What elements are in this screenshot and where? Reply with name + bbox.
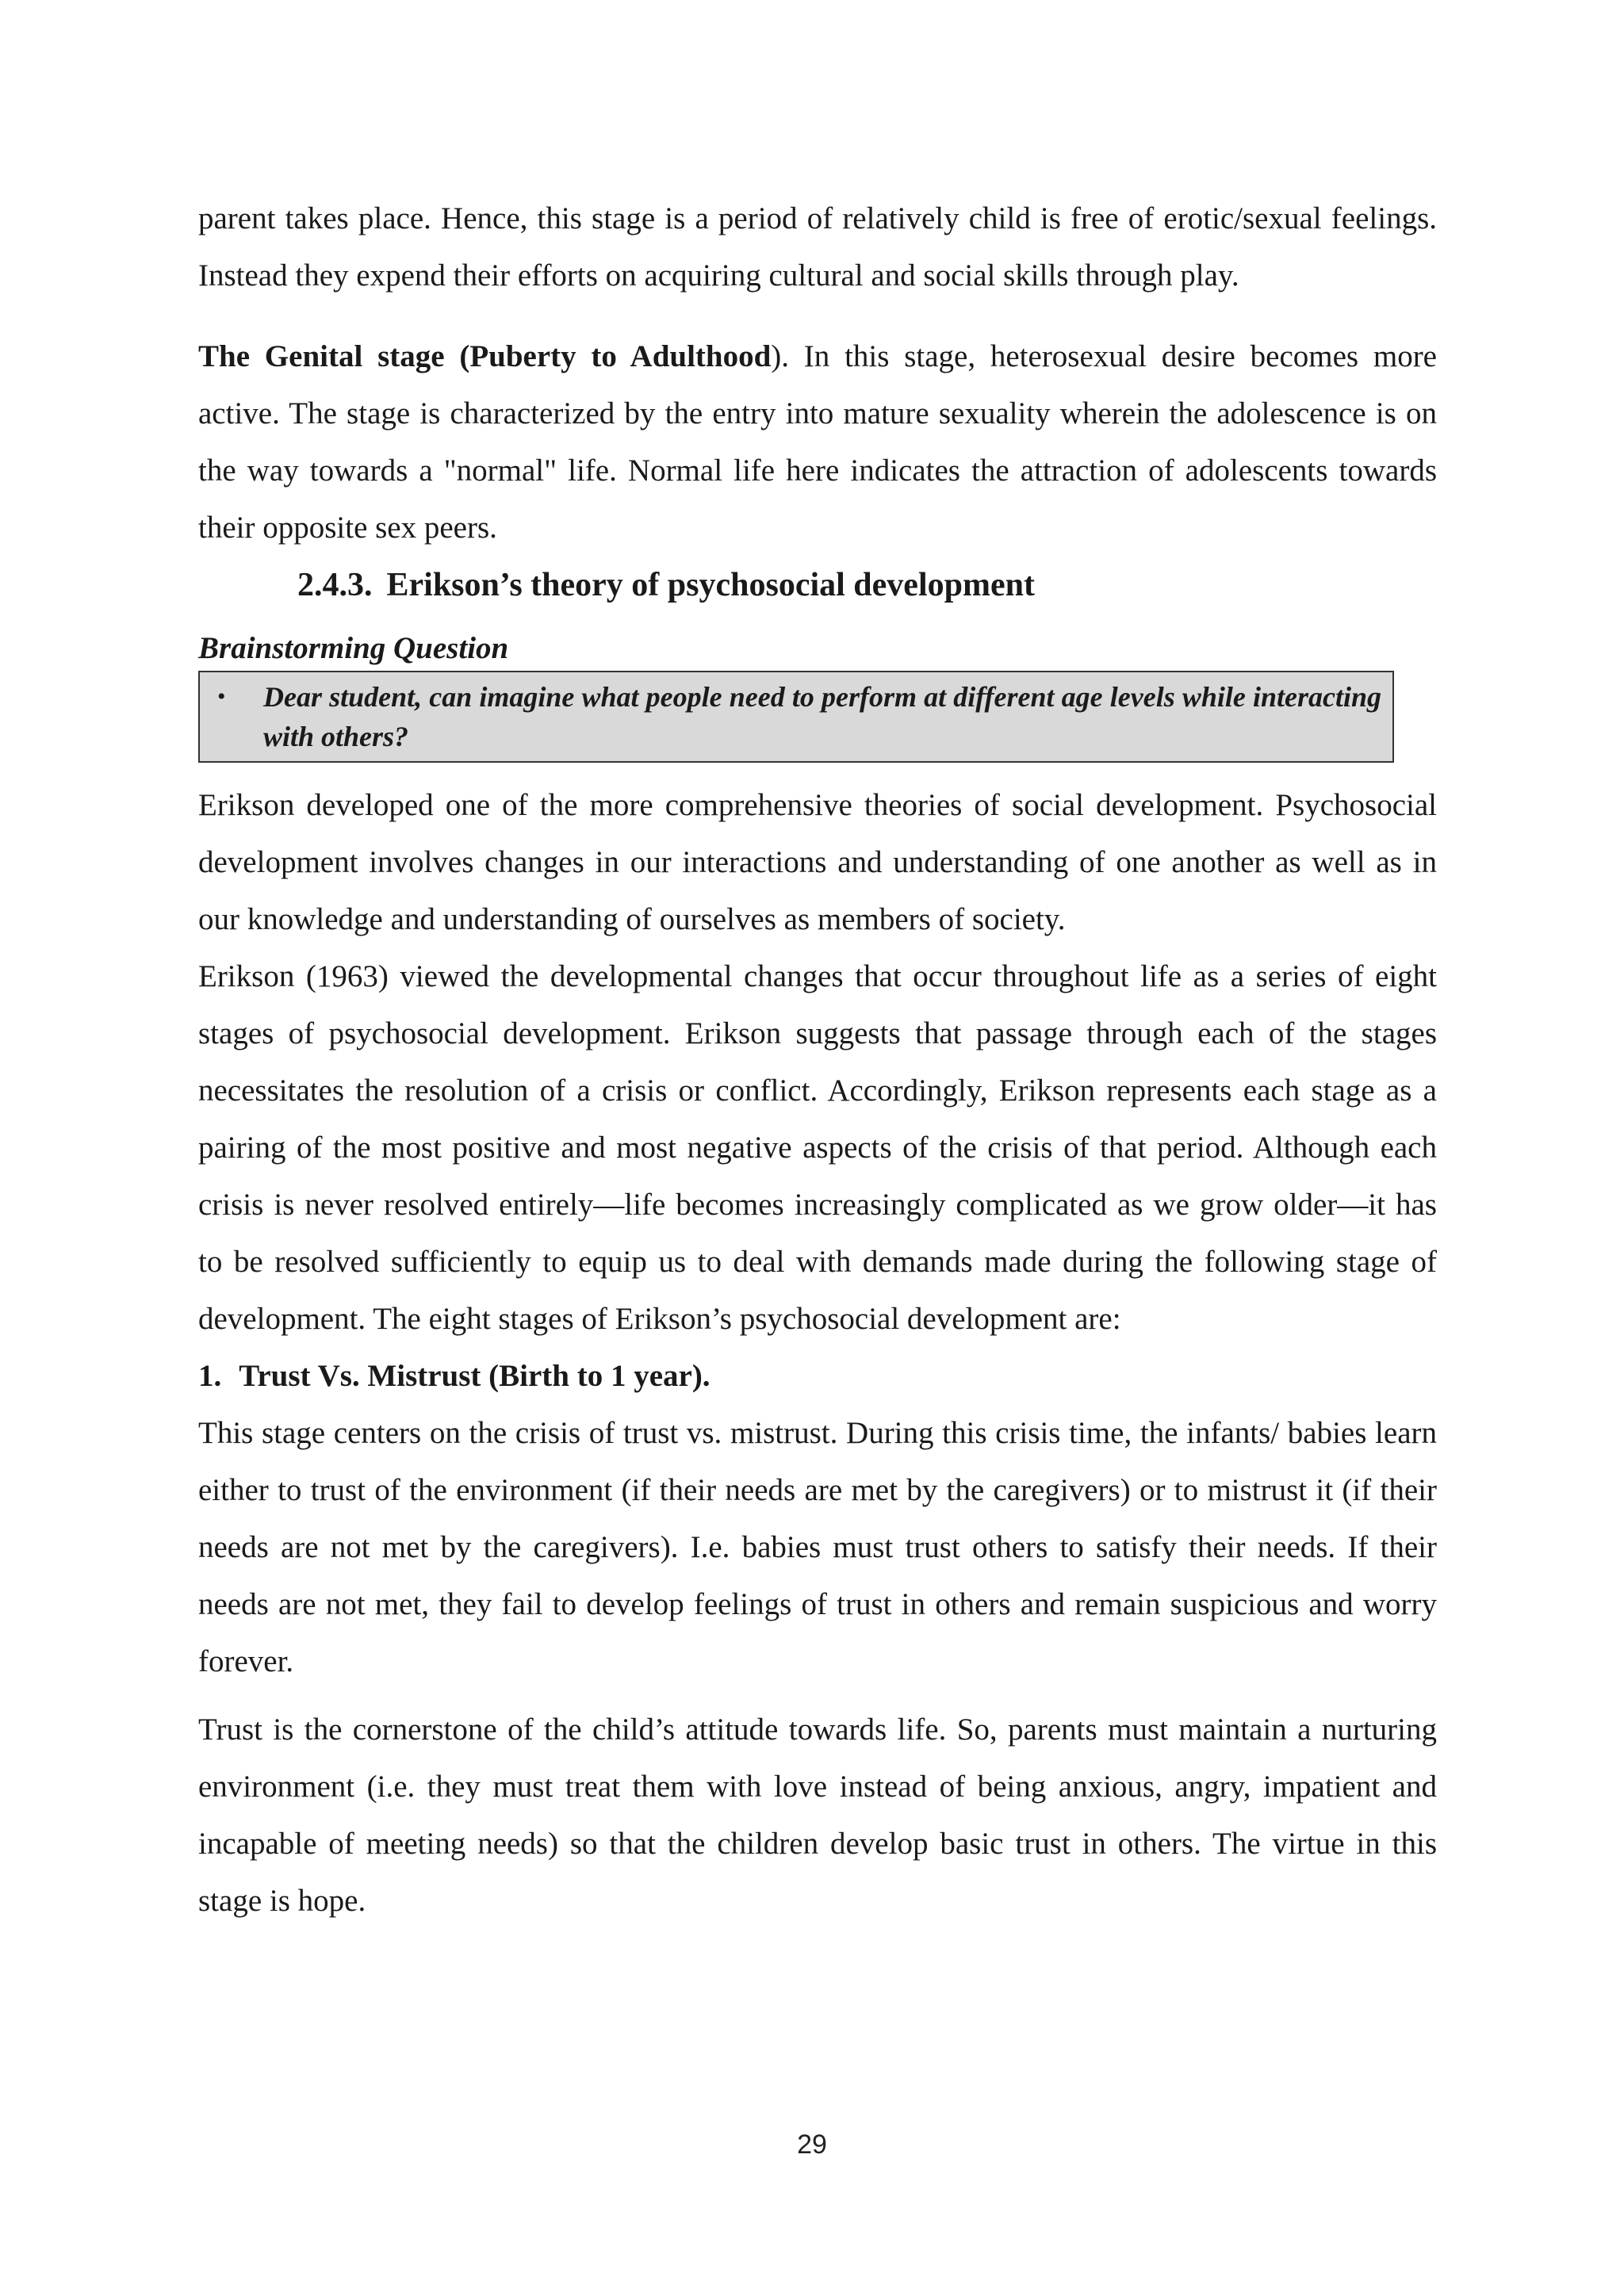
- genital-stage-paragraph: [198, 328, 1437, 557]
- brainstorm-question: Dear student, can imagine what people need to perform at different age levels while interacting with others?: [263, 681, 1381, 752]
- bullet-icon: •: [217, 683, 226, 710]
- spacer: [198, 1690, 1437, 1701]
- erikson-intro-paragraph: Erikson developed one of the more comprehensive theories of social development. Psychosocial development involves changes in our interactions and understanding of one another as well as in our knowledge and understanding of ourselves as members of society.: [198, 788, 1437, 936]
- stage-number: 1.: [198, 1359, 222, 1393]
- section-number: 2.4.3.: [297, 567, 373, 603]
- erikson-body-paragraph: Erikson (1963) viewed the developmental changes that occur throughout life as a series of eight stages of psychosocial development. Erikson suggests that passage through each of the stages necessitates the resolution of a crisis or conflict. Accordingly, Erikson represents each stage as a pairing of the most positive and most negative aspects of the crisis of that period. Although each crisis is never resolved entirely—life becomes increasingly complicated as we grow older—it has to be resolved sufficiently to equip us to deal with demands made during the following stage of development. The eight stages of Erikson’s psychosocial development are:: [198, 959, 1437, 1336]
- genital-stage-label: The Genital stage (Puberty to Adulthood: [198, 339, 772, 373]
- section-heading: [297, 557, 1437, 614]
- stage-heading: [198, 1348, 1437, 1405]
- brainstorm-box: [198, 671, 1394, 763]
- brainstorm-title: Brainstorming Question: [198, 631, 509, 665]
- latency-paragraph: parent takes place. Hence, this stage is a period of relatively child is free of erotic/sexual feelings. Instead they expend their efforts on acquiring cultural and social skills through play.: [198, 201, 1437, 293]
- trust-crisis-paragraph: This stage centers on the crisis of trust vs. mistrust. During this crisis time, the infants/ babies learn either to trust of the environment (if their needs are met by the caregivers) or to mistrust it (if their needs are not met by the caregivers). I.e. babies must trust others to satisfy their needs. If their needs are not met, they fail to develop feelings of trust in others and remain suspicious and worry forever.: [198, 1416, 1437, 1678]
- page-number: 29: [797, 2130, 827, 2160]
- trust-cornerstone-paragraph: Trust is the cornerstone of the child’s attitude towards life. So, parents must maintain a nurturing environment (i.e. they must treat them with love instead of being anxious, angry, impatient and incapable of meeting needs) so that the children develop basic trust in others. The virtue in this stage is hope.: [198, 1712, 1437, 1918]
- stage-title: Trust Vs. Mistrust (Birth to 1 year).: [239, 1359, 710, 1393]
- spacer: [198, 304, 1437, 328]
- genital-stage-text: ). In this stage, heterosexual desire becomes more active. The stage is characterized by the entry into mature sexuality wherein the adolescence is on the way towards a "normal" life. Normal life here indicates the attraction of adolescents towards their opposite sex peers.: [198, 339, 1437, 545]
- page-content: [198, 190, 1437, 1930]
- section-title: Erikson’s theory of psychosocial development: [386, 567, 1035, 603]
